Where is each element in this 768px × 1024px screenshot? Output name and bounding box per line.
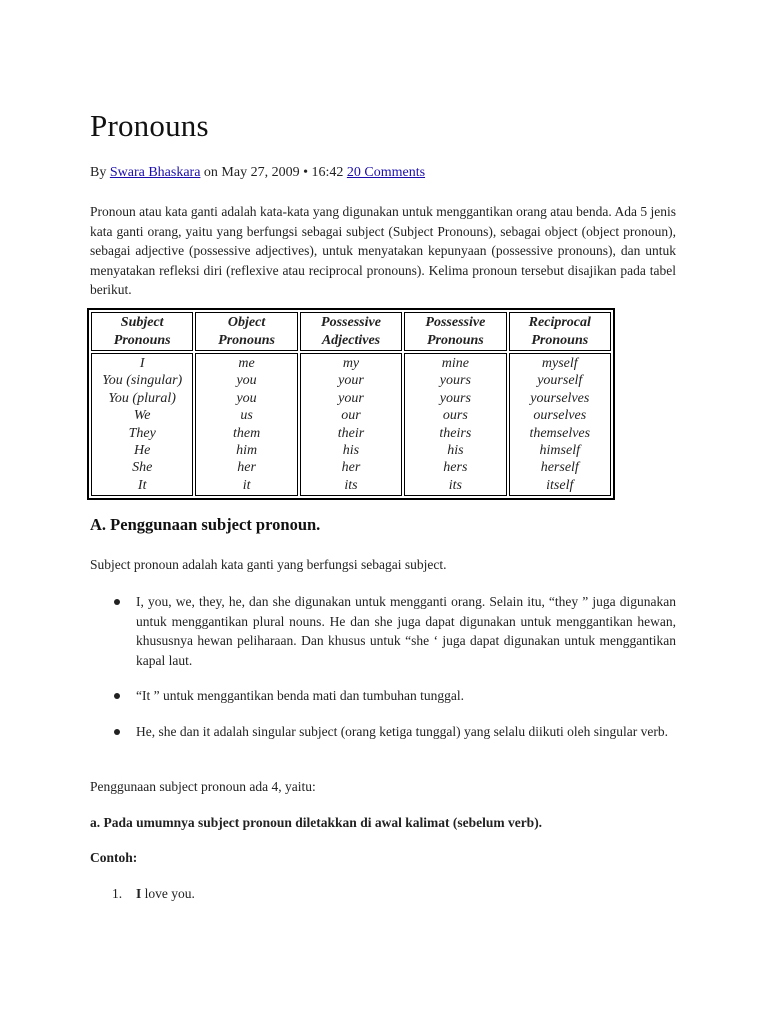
- table-header: [300, 312, 402, 351]
- cell-value: yours: [439, 373, 471, 389]
- bullet-list: [110, 592, 676, 757]
- post-date: on May 27, 2009 • 16:42: [203, 165, 344, 180]
- list-item: [110, 686, 676, 706]
- comments-link[interactable]: 20 Comments: [346, 165, 426, 180]
- cell-value: them: [232, 425, 261, 441]
- page-title: Pronouns: [90, 108, 209, 143]
- header-line: Subject: [120, 315, 164, 330]
- table-header: [195, 312, 297, 351]
- cell-value: themselves: [529, 425, 591, 441]
- cell-value: his: [342, 443, 360, 459]
- subject-definition: Subject pronoun adalah kata ganti yang berfungsi sebagai subject.: [90, 557, 447, 572]
- author-link[interactable]: Swara Bhaskara: [109, 165, 201, 180]
- cell-value: yourselves: [530, 390, 590, 406]
- table-cell-reciprocal: [509, 353, 611, 496]
- header-line: Possessive: [321, 315, 381, 330]
- contoh-label: Contoh:: [90, 850, 138, 865]
- list-item: [110, 722, 676, 742]
- cell-value: It: [137, 477, 147, 493]
- list-item-text: “It ” untuk menggantikan benda mati dan tumbuhan tunggal.: [136, 688, 465, 703]
- example-subject: I: [136, 886, 142, 901]
- byline: [90, 165, 425, 181]
- cell-value: yourself: [537, 373, 583, 389]
- cell-value: me: [238, 356, 255, 371]
- header-line: Pronouns: [426, 333, 484, 348]
- bullet-icon: [114, 599, 120, 605]
- cell-value: my: [342, 356, 360, 371]
- example-number: 1.: [112, 886, 123, 901]
- table-cell-possessive-pronoun: [404, 353, 506, 496]
- usage-count-text: Penggunaan subject pronoun ada 4, yaitu:: [90, 779, 316, 794]
- list-item-text: I, you, we, they, he, dan she digunakan untuk mengganti orang. Selain itu, “they ” juga digunakan untuk menggantikan plural nouns. He dan she juga dapat digunakan untuk menggantikan hewan, khususnya hewan peliharaan. Dan khusus untuk “she ‘ juga dapat digunakan untuk menggantikan kapal laut.: [136, 594, 676, 668]
- cell-value: our: [341, 408, 361, 424]
- cell-value: We: [133, 408, 151, 424]
- table-cell-object: [195, 353, 297, 496]
- cell-value: You (plural): [108, 390, 176, 406]
- table-header: [91, 312, 193, 351]
- header-line: Pronouns: [218, 333, 275, 348]
- cell-value: its: [344, 477, 358, 493]
- cell-value: herself: [540, 460, 579, 476]
- cell-value: your: [338, 390, 364, 406]
- intro-paragraph: Pronoun atau kata ganti adalah kata-kata yang digunakan untuk menggantikan orang atau benda. Ada 5 jenis kata ganti orang, yaitu yang berfungsi sebagai subject (Subject Pronouns), sebagai object (object pronoun), sebagai adjective (possessive adjectives), untuk menyatakan kepunyaan (possessive pronouns), dan untuk menyatakan refleksi diri (reflexive atau reciprocal pronouns). Kelima pronoun tersebut disajikan pada tabel berikut.: [90, 204, 676, 297]
- example-list: [112, 884, 195, 904]
- section-heading: A. Penggunaan subject pronoun.: [90, 515, 321, 534]
- cell-value: us: [240, 408, 253, 424]
- list-item-text: He, she dan it adalah singular subject (orang ketiga tunggal) yang selalu diikuti oleh singular verb.: [136, 723, 668, 739]
- cell-value: yours: [439, 390, 471, 406]
- cell-value: hers: [443, 460, 468, 476]
- header-line: Adjectives: [321, 333, 381, 348]
- table-header-row: [91, 312, 611, 351]
- point-a-heading: a. Pada umumnya subject pronoun diletakkan di awal kalimat (sebelum verb).: [90, 815, 543, 830]
- example-rest: love you.: [141, 886, 195, 901]
- cell-value: itself: [546, 477, 574, 493]
- table-header: [509, 312, 611, 351]
- cell-value: ourselves: [533, 408, 587, 424]
- cell-value: his: [447, 443, 464, 459]
- cell-value: their: [337, 425, 365, 441]
- cell-value: theirs: [439, 425, 472, 441]
- cell-value: him: [236, 443, 258, 459]
- header-line: Pronouns: [113, 333, 171, 348]
- cell-value: She: [132, 460, 153, 476]
- cell-value: himself: [539, 443, 580, 459]
- header-line: Possessive: [425, 315, 486, 330]
- cell-value: They: [128, 425, 156, 441]
- cell-value: ours: [442, 408, 468, 424]
- header-line: Pronouns: [531, 333, 589, 348]
- cell-value: myself: [541, 356, 578, 371]
- cell-value: He: [134, 443, 151, 459]
- header-line: Reciprocal: [528, 315, 591, 330]
- cell-value: you: [236, 390, 257, 406]
- table-cell-subject: [91, 353, 193, 496]
- cell-value: its: [448, 477, 462, 493]
- pronoun-table: [87, 308, 615, 500]
- cell-value: You (singular): [102, 373, 183, 389]
- cell-value: I: [139, 356, 145, 371]
- cell-value: you: [236, 373, 257, 389]
- cell-value: her: [341, 460, 361, 476]
- cell-value: her: [237, 460, 256, 476]
- bullet-icon: [114, 729, 120, 735]
- cell-value: your: [338, 373, 364, 389]
- header-line: Object: [227, 315, 266, 330]
- cell-value: it: [242, 477, 251, 493]
- list-item: [110, 592, 676, 670]
- bullet-icon: [114, 693, 120, 699]
- list-item: [112, 884, 195, 904]
- table-row: [91, 353, 611, 496]
- table-cell-possessive-adjective: [300, 353, 402, 496]
- byline-by: By: [90, 165, 107, 180]
- cell-value: mine: [441, 356, 469, 371]
- table-header: [404, 312, 506, 351]
